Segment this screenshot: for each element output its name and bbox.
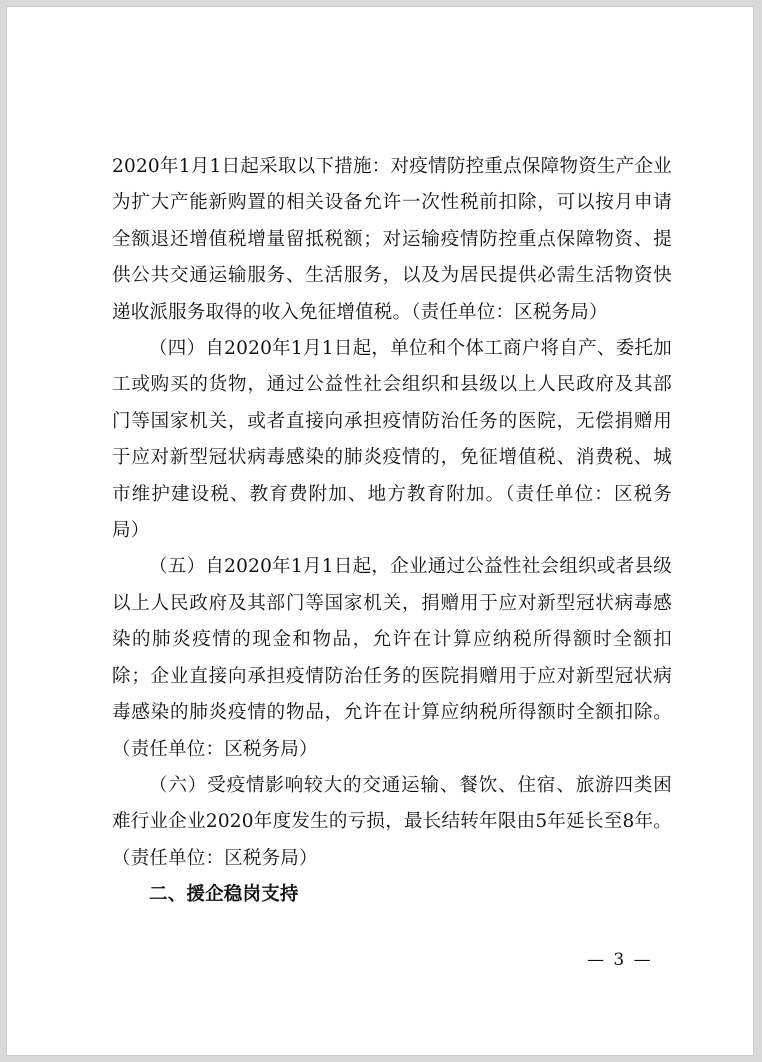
paragraph-item-5: （五）自2020年1月1日起，企业通过公益性社会组织或者县级以上人民政府及其部门等国家机关，捐赠用于应对新型冠状病毒感染的肺炎疫情的现金和物品，允许在计算应纳税所得额时全额扣除；企业直接向承担疫情防治任务的医院捐赠用于应对新型冠状病毒感染的肺炎疫情的物品，允许在计算应纳税所得额时全额扣除。（责任单位：区税务局）: [112, 556, 672, 760]
page-number: — 3 —: [587, 950, 653, 970]
document-body: [112, 149, 672, 914]
section-heading: 二、援企稳岗支持: [149, 884, 299, 906]
paragraph-continuation: 2020年1月1日起采取以下措施：对疫情防控重点保障物资生产企业为扩大产能新购置的相关设备允许一次性税前扣除，可以按月申请全额退还增值税增量留抵税额；对运输疫情防控重点保障物资、提供公共交通运输服务、生活服务，以及为居民提供必需生活物资快递收派服务取得的收入免征增值税。（责任单位：区税务局）: [112, 156, 672, 323]
paragraph-item-4: （四）自2020年1月1日起，单位和个体工商户将自产、委托加工或购买的货物，通过公益性社会组织和县级以上人民政府及其部门等国家机关，或者直接向承担疫情防治任务的医院，无偿捐赠用于应对新型冠状病毒感染的肺炎疫情的，免征增值税、消费税、城市维护建设税、教育费附加、地方教育附加。（责任单位：区税务局）: [112, 338, 672, 542]
paragraph-item-6: （六）受疫情影响较大的交通运输、餐饮、住宿、旅游四类困难行业企业2020年度发生的亏损，最长结转年限由5年延长至8年。（责任单位：区税务局）: [112, 774, 672, 869]
document-page: [6, 6, 754, 1056]
